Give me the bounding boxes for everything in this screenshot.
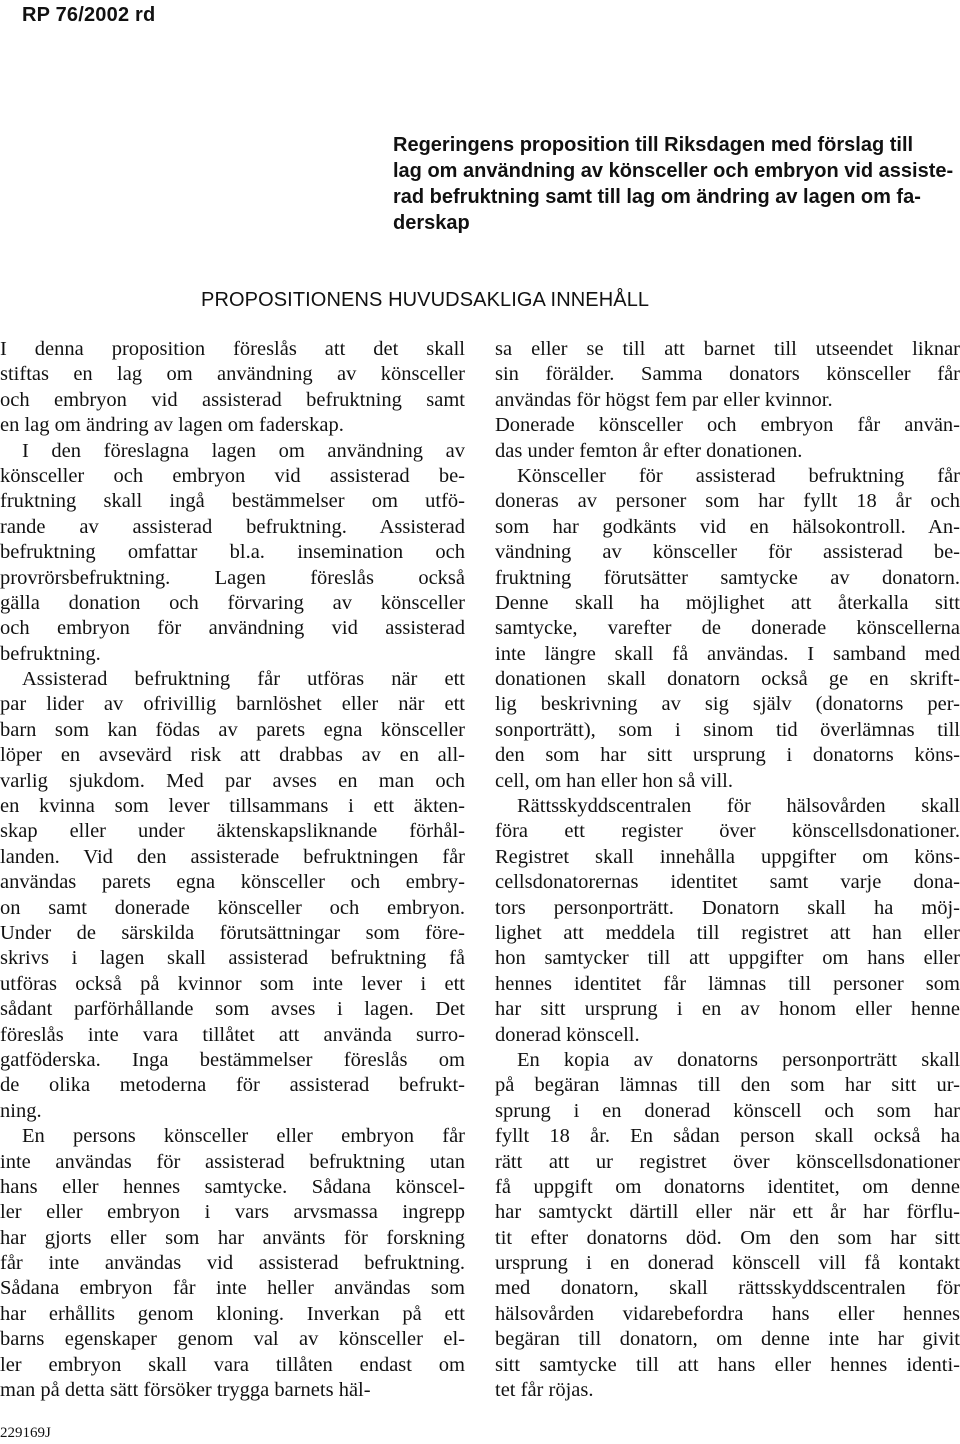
text-line: cell, om han eller hon så vill. [495,769,733,792]
text-line: föreslås inte vara tillåtet att använda surro- [0,1023,465,1046]
right-text-column [495,337,960,1403]
text-line: fruktning skall ingå bestämmelser om utfö- [0,490,465,513]
text-line: ler eller embryon i vars arvsmassa ingrepp [0,1201,465,1224]
text-line: ning. [0,1099,42,1122]
text-line: har samtyckt därtill eller när ett år har förflu- [495,1201,960,1224]
text-line: gälla donation och förvaring av könsceller [0,591,465,614]
text-line: on samt donerade könsceller och embryon. [0,896,465,919]
text-line: löper en avsevärd risk att drabbas av en all- [0,744,465,767]
text-line: tet får röjas. [495,1379,594,1402]
text-line: sa eller se till att barnet till utseendet liknar [495,338,960,360]
text-line: stiftas en lag om användning av könsceller [0,363,465,386]
title-line: Regeringens proposition till Riksdagen med förslag till [393,134,914,156]
text-line: en lag om ändring av lagen om faderskap. [0,414,344,437]
text-line: sonporträtt), som i sinom tid överlämnas till [495,718,960,741]
text-line: sprung i en donerad könscell och som har [495,1099,960,1122]
text-line: föra ett register över könscellsdonationer. [495,820,960,843]
text-line: på begäran lämnas till den som har sitt ur- [495,1074,960,1097]
text-line: sin förälder. Samma donators könsceller får [495,363,960,386]
text-line: das under femton år efter donationen. [495,439,803,462]
text-line: sitt samtycke till att hans eller hennes identi- [495,1353,960,1376]
text-line: befruktning omfattar bl.a. insemination och [0,541,465,564]
text-line: ursprung i en donerad könscell vill få kontakt [495,1252,960,1275]
text-line: fyllt 18 år. En sådan person skall också ha [495,1125,960,1148]
text-line: Könsceller för assisterad befruktning får [517,464,960,487]
text-line: rätt att ur registret över könscellsdonationer [495,1150,960,1173]
text-line: donationen skall donatorn också ge en skrift- [495,668,960,691]
text-line: skap eller under äktenskapsliknande förhål- [0,820,465,843]
title-line: lag om användning av könsceller och embryon vid assiste- [393,160,954,182]
text-line: begäran till donatorn, om denne inte har givit [495,1328,960,1351]
text-line: barns egenskaper genom val av könsceller el- [0,1328,465,1351]
text-line: barn som kan födas av parets egna könsceller [0,718,465,741]
text-line: fruktning förutsätter samtycke av donatorn. [495,566,960,589]
text-line: hon samtycker till att uppgifter om hans eller [495,947,960,970]
text-line: har gjorts eller som har använts för forskning [0,1226,465,1249]
text-line: man på detta sätt försöker trygga barnets häl- [0,1379,371,1402]
text-line: rande av assisterad befruktning. Assisterad [0,515,465,538]
text-line: lighet att meddela till registret att han eller [495,921,960,944]
text-line: Rättsskyddscentralen för hälsovården skall [517,795,960,818]
text-line: användas för högst fem par eller kvinnor. [495,388,833,411]
text-line: och embryon vid assisterad befruktning samt [0,388,465,411]
text-line: gatföderska. Inga bestämmelser föreslås om [0,1048,465,1071]
text-line: lig beskrivning av sig själv (donatorns per- [495,693,960,716]
text-line: hans eller hennes samtycke. Sådana könscel- [0,1175,465,1198]
text-line: En persons könsceller eller embryon får [22,1125,465,1148]
text-line: får inte användas vid assisterad befruktning. [0,1252,465,1275]
text-line: Assisterad befruktning får utföras när ett [22,668,465,691]
text-line: en kvinna som lever tillsammans i ett äkten- [0,795,465,818]
text-line: I den föreslagna lagen om användning av [22,439,465,462]
left-text-column [0,337,465,1403]
text-line: I denna proposition föreslås att det skall [0,338,465,360]
text-line: de olika metoderna för assisterad befrukt- [0,1074,465,1097]
text-line: Registret skall innehålla uppgifter om köns- [495,845,960,868]
text-line: har sitt ursprung i en av honom eller henne [495,998,960,1021]
text-line: som har godkänts vid en hälsokontroll. An- [495,515,960,538]
text-line: samtycke, varefter de donerade könscellerna [495,617,960,640]
text-line: sådant parförhållande som avses i lagen. Det [0,998,465,1021]
text-line: få uppgift om donatorns identitet, om denne [495,1175,960,1198]
text-line: Denne skall ha möjlighet att återkalla sitt [495,591,960,614]
text-line: provrörsbefruktning. Lagen föreslås också [0,566,465,589]
text-line: Sådana embryon får inte heller användas som [0,1277,465,1300]
text-line: landen. Vid den assisterade befruktningen får [0,845,465,868]
text-line: par lider av ofrivillig barnlöshet eller när ett [0,693,465,716]
document-header: RP 76/2002 rd [22,4,156,26]
text-line: Under de särskilda förutsättningar som före- [0,921,465,944]
footer-code: 229169J [0,1425,51,1441]
text-line: användas parets egna könsceller och embry- [0,871,465,894]
text-line: och embryon för användning vid assisterad [0,617,465,640]
text-line: En kopia av donatorns personporträtt skall [517,1048,960,1071]
text-line: skrivs i lagen skall assisterad befruktning få [0,947,465,970]
text-line: ler embryon skall vara tillåten endast om [0,1353,465,1376]
text-line: inte längre skall få användas. I samband med [495,642,960,665]
text-line: cellsdonatorernas identitet samt varje dona- [495,871,960,894]
title-line: rad befruktning samt till lag om ändring av lagen om fa- [393,186,921,208]
text-line: har erhållits genom kloning. Inverkan på ett [0,1302,465,1325]
text-line: befruktning. [0,642,101,665]
text-line: den som har sitt ursprung i donatorns köns- [495,744,960,767]
text-line: med donatorn, skall rättsskyddscentralen för [495,1277,960,1300]
text-line: doneras av personer som har fyllt 18 år och [495,490,960,513]
text-line: donerad könscell. [495,1023,640,1046]
text-line: tors personporträtt. Donatorn skall ha möj- [495,896,960,919]
proposition-title [393,132,953,236]
text-line: tit efter donatorns död. Om den som har sitt [495,1226,960,1249]
text-line: hennes identitet får lämnas till personer som [495,972,960,995]
text-line: könsceller och embryon vid assisterad be- [0,464,465,487]
text-line: Donerade könsceller och embryon får använ- [495,414,960,437]
text-line: inte användas för assisterad befruktning utan [0,1150,465,1173]
text-line: varlig sjukdom. Med par avses en man och [0,769,465,792]
section-heading: PROPOSITIONENS HUVUDSAKLIGA INNEHÅLL [201,289,650,311]
text-line: hälsovården vidarebefordra hans eller hennes [495,1302,960,1325]
text-line: utföras också på kvinnor som inte lever i ett [0,972,465,995]
title-line: derskap [393,212,470,234]
text-line: vändning av könsceller för assisterad be- [495,541,960,564]
